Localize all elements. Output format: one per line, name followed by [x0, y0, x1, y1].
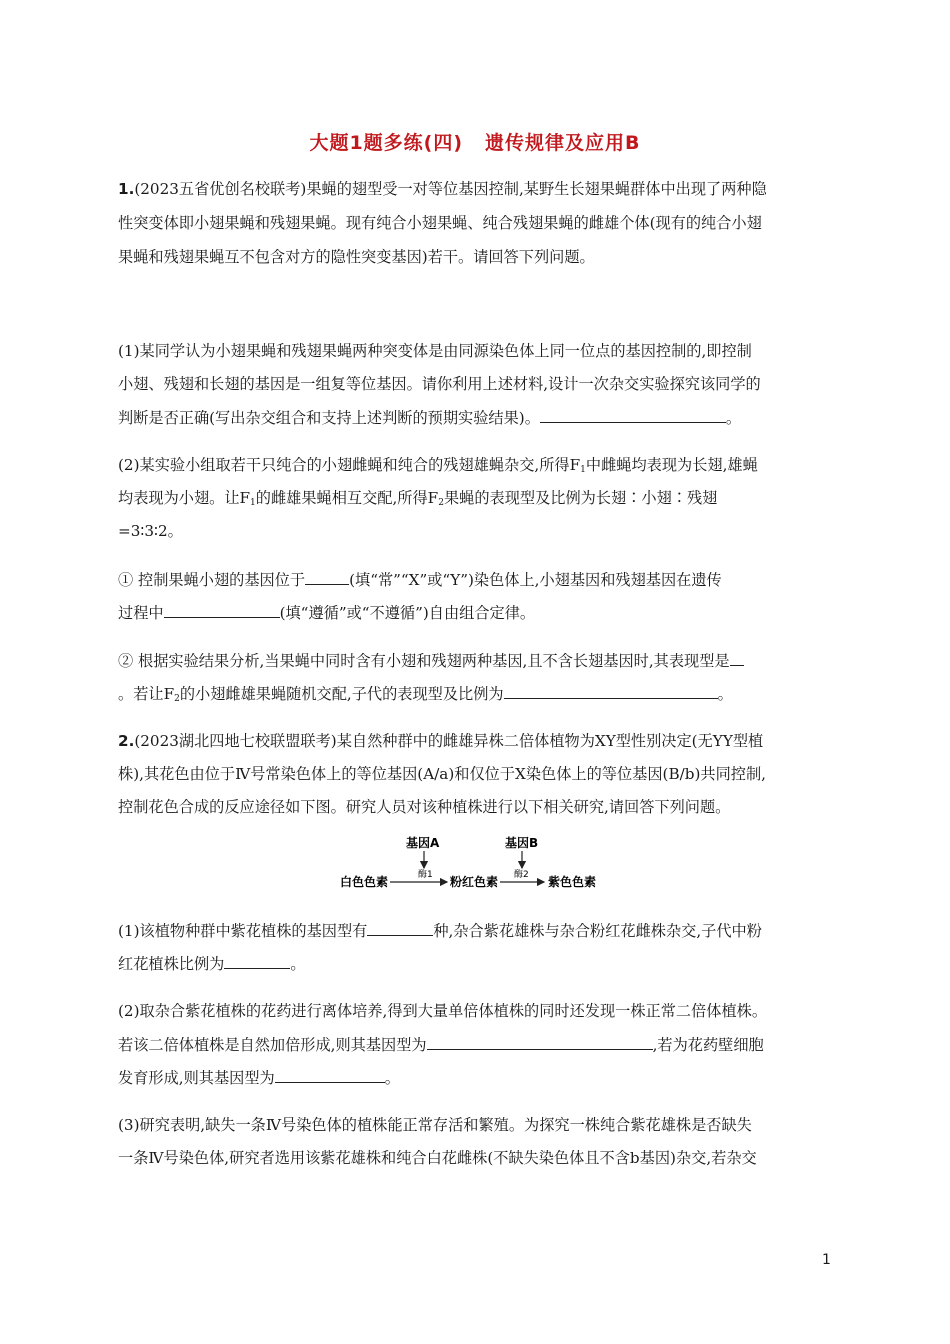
q2-part1-line-1: (1)该植物种群中紫花植株的基因型有 种,杂合紫花雄株与杂合粉红花雌株杂交,子代中粉	[118, 922, 762, 940]
pink-pigment-label: 粉红色素	[450, 875, 499, 889]
answer-blank-q1-4[interactable]	[730, 650, 744, 666]
q1-sub2-line-2: 。若让$F_2$的小翅雌雄果蝇随机交配,子代的表现型及比例为 。	[118, 685, 733, 704]
gene-b-label: 基因B	[505, 836, 539, 850]
q1-sub1-line-2: 过程中 (填“遵循”或“不遵循”)自由组合定律。	[118, 604, 536, 622]
q2-intro-line-3: 控制花色合成的反应途径如下图。研究人员对该种植株进行以下相关研究,请回答下列问题。	[118, 798, 731, 816]
q2-part2-line-3: 发育形成,则其基因型为 。	[118, 1069, 400, 1087]
enzyme1-label: 酶1	[418, 870, 433, 880]
q1-intro-line-2: 性突变体即小翅果蝇和残翅果蝇。现有纯合小翅果蝇、纯合残翅果蝇的雌雄个体(现有的纯合小翅	[118, 214, 762, 232]
pigment-pathway-diagram	[340, 834, 610, 894]
q2-part3-line-1: (3)研究表明,缺失一条Ⅳ号染色体的植株能正常存活和繁殖。为探究一株纯合紫花雄株是否缺失	[118, 1116, 752, 1134]
q2-intro-line-2: 株),其花色由位于Ⅳ号常染色体上的等位基因(A/a)和仅位于X染色体上的等位基因(B/b)共同控制,	[118, 765, 766, 783]
white-pigment-label: 白色色素	[340, 875, 389, 889]
answer-blank-q1-2[interactable]	[305, 569, 349, 585]
q2-part2-line-1: (2)取杂合紫花植株的花药进行离体培养,得到大量单倍体植株的同时还发现一株正常二倍体植株。	[118, 1002, 768, 1020]
q1-number: 1.	[118, 180, 135, 198]
page-title	[0, 128, 950, 155]
purple-pigment-label: 紫色色素	[548, 875, 597, 889]
q2-intro-line-1: 2.(2023湖北四地七校联盟联考)某自然种群中的雌雄异株二倍体植物为XY型性别决定(无YY型植	[118, 732, 764, 750]
page-number: 1	[822, 1252, 831, 1268]
q1-sub2-line-1: ② 根据实验结果分析,当果蝇中同时含有小翅和残翅两种基因,且不含长翅基因时,其表现型是	[118, 650, 744, 671]
q1-part1-line-2: 小翅、残翅和长翅的基因是一组复等位基因。请你利用上述材料,设计一次杂交实验探究该同学的	[118, 375, 761, 393]
enzyme2-label: 酶2	[514, 870, 529, 880]
answer-blank-q2-1[interactable]	[367, 920, 433, 936]
answer-blank-q2-3[interactable]	[427, 1034, 653, 1050]
q2-part2-line-2: 若该二倍体植株是自然加倍形成,则其基因型为 ,若为花药壁细胞	[118, 1036, 764, 1054]
title-main: 大题1题多练(四)	[309, 132, 464, 154]
answer-blank-q2-2[interactable]	[224, 953, 290, 969]
q1-sub1-line-1: ① 控制果蝇小翅的基因位于 (填“常”“X”或“Y”)染色体上,小翅基因和残翅基因在遗传	[118, 571, 722, 589]
q2-part3-line-2: 一条Ⅳ号染色体,研究者选用该紫花雄株和纯合白花雌株(不缺失染色体且不含b基因)杂交,若杂交	[118, 1149, 757, 1167]
title-sub: 遗传规律及应用B	[485, 132, 641, 154]
q1-intro-line-1: 1.(2023五省优创名校联考)果蝇的翅型受一对等位基因控制,某野生长翅果蝇群体中出现了两种隐	[118, 180, 767, 198]
q1-part2-line-1: (2)某实验小组取若干只纯合的小翅雌蝇和纯合的残翅雄蝇杂交,所得$F_1$中雌蝇均表现为长翅,雄蝇	[118, 456, 758, 475]
answer-blank-q1-1[interactable]	[540, 407, 726, 423]
q1-part1-line-1: (1)某同学认为小翅果蝇和残翅果蝇两种突变体是由同源染色体上同一位点的基因控制的,即控制	[118, 342, 752, 360]
gene-a-label: 基因A	[406, 836, 440, 850]
q2-number: 2.	[118, 732, 135, 750]
answer-blank-q1-3[interactable]	[164, 602, 280, 618]
answer-blank-q1-5[interactable]	[504, 683, 718, 699]
q2-part1-line-2: 红花植株比例为 。	[118, 955, 306, 973]
q1-part1-line-3: 判断是否正确(写出杂交组合和支持上述判断的预期实验结果)。 。	[118, 409, 742, 427]
q1-part2-line-3: =3∶3∶2。	[118, 522, 183, 540]
answer-blank-q2-4[interactable]	[275, 1067, 385, 1083]
q1-part2-line-2: 均表现为小翅。让$F_1$的雌雄果蝇相互交配,所得$F_2$果蝇的表现型及比例为长翅∶小翅∶残翅	[118, 489, 718, 508]
q1-intro-line-3: 果蝇和残翅果蝇互不包含对方的隐性突变基因)若干。请回答下列问题。	[118, 248, 595, 266]
